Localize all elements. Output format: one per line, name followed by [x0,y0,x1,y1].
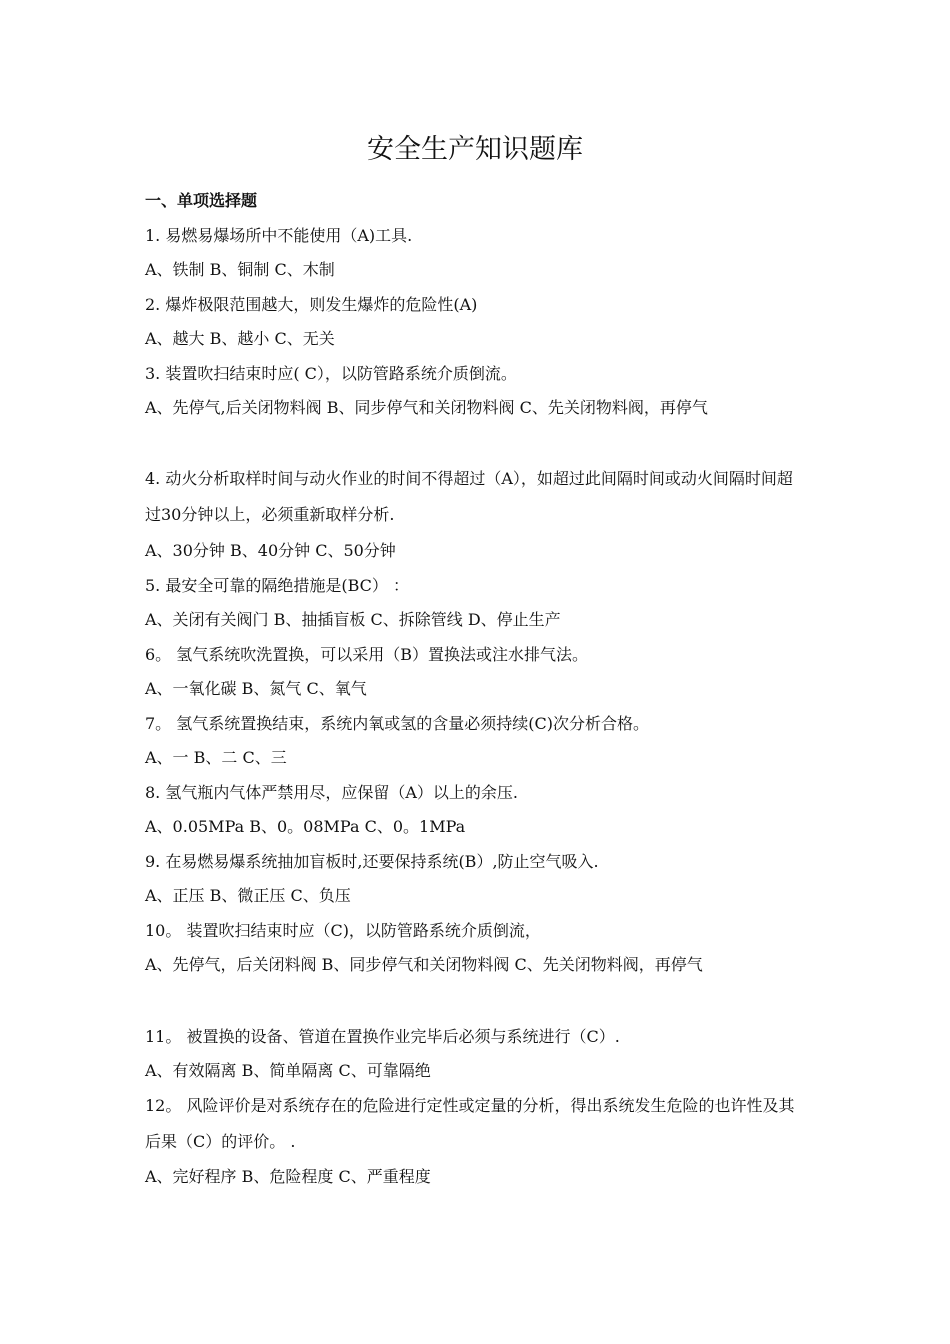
question-4: 4. 动火分析取样时间与动火作业的时间不得超过（A），如超过此间隔时间或动火间隔时间超过30分钟以上，必须重新取样分析. [145,469,793,524]
document-title: 安全生产知识题库 [367,134,583,165]
options-7: A、一 B、二 C、三 [145,748,287,767]
options-10: A、先停气，后关闭料阀 B、同步停气和关闭物料阀 C、先关闭物料阀，再停气 [145,955,703,974]
question-10: 10。 装置吹扫结束时应（C)，以防管路系统介质倒流， [145,921,541,940]
question-9: 9. 在易燃易爆系统抽加盲板时,还要保持系统(B）,防止空气吸入. [145,852,599,871]
question-3: 3. 装置吹扫结束时应( C），以防管路系统介质倒流。 [145,364,517,383]
options-1: A、铁制 B、铜制 C、木制 [145,260,335,279]
options-11: A、有效隔离 B、简单隔离 C、可靠隔绝 [145,1061,431,1080]
question-7: 7。 氢气系统置换结束，系统内氧或氢的含量必须持续(C)次分析合格。 [145,714,649,733]
question-5: 5. 最安全可靠的隔绝措施是(BC） ： [145,576,409,595]
question-1: 1. 易燃易爆场所中不能使用（A)工具. [145,226,413,245]
section-heading: 一、单项选择题 [145,191,258,210]
question-6: 6。 氢气系统吹洗置换，可以采用（B）置换法或注水排气法。 [145,645,589,664]
options-2: A、越大 B、越小 C、无关 [145,329,335,348]
question-11: 11。 被置换的设备、管道在置换作业完毕后必须与系统进行（C）. [145,1027,620,1046]
options-9: A、正压 B、微正压 C、负压 [145,886,351,905]
question-8: 8. 氢气瓶内气体严禁用尽，应保留（A）以上的余压. [145,783,518,802]
options-12: A、完好程序 B、危险程度 C、严重程度 [145,1167,431,1186]
options-6: A、一氧化碳 B、氮气 C、氧气 [145,679,367,698]
options-3: A、先停气,后关闭物料阀 B、同步停气和关闭物料阀 C、先关闭物料阀，再停气 [145,398,708,417]
options-8: A、0.05MPa B、0。08MPa C、0。1MPa [145,817,466,836]
question-12: 12。 风险评价是对系统存在的危险进行定性或定量的分析，得出系统发生危险的也许性及其后果（C）的评价。 . [145,1096,795,1151]
options-5: A、关闭有关阀门 B、抽插盲板 C、拆除管线 D、停止生产 [145,610,561,629]
options-4: A、30分钟 B、40分钟 C、50分钟 [145,541,396,560]
question-2: 2. 爆炸极限范围越大，则发生爆炸的危险性(A) [145,295,478,314]
